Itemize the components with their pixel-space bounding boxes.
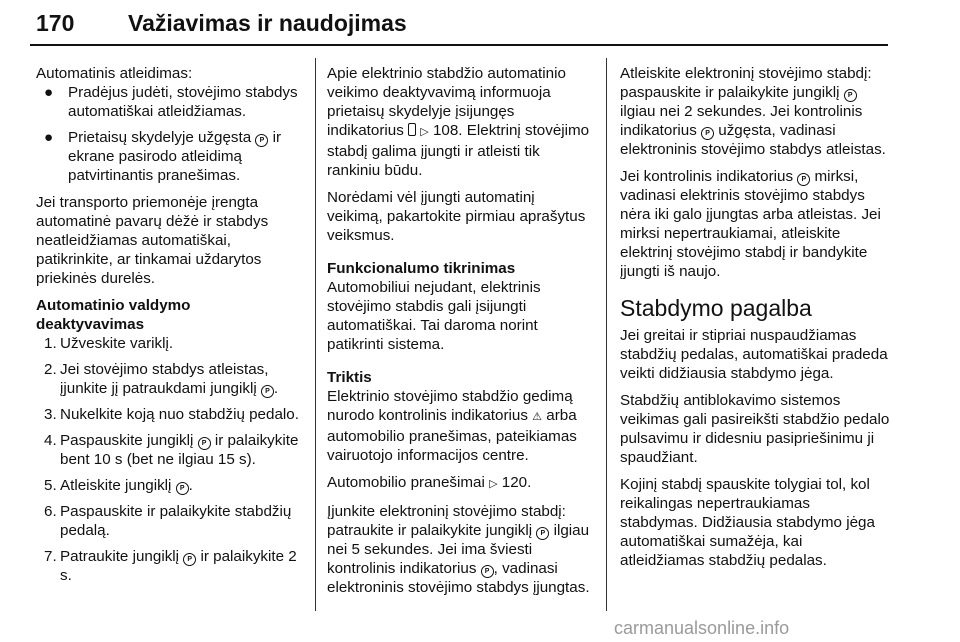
section-title: Stabdymo pagalba <box>620 295 812 321</box>
paragraph: Norėdami vėl įjungti automatinį veikimą, pakartokite pirmiau aprašytus veiksmus. <box>327 189 586 244</box>
paragraph: Automobiliui nejudant, elektrinis stovėjimo stabdis gali įsijungti automatiškai. Tai daroma norint patikrinti sistema. <box>327 279 541 353</box>
list-item: 3. Nukelkite koją nuo stabdžių pedalo. <box>44 406 299 423</box>
parking-brake-icon: P <box>261 385 274 398</box>
steps-list <box>36 334 300 585</box>
parking-brake-icon: P <box>701 127 714 140</box>
page-number: 170 <box>36 10 75 36</box>
paragraph: Atleiskite elektroninį stovėjimo stabdį: paspauskite ir palaikykite jungiklį P ilgiau nei 2 sekundes. Jei kontrolinis indikatorius P užgęsta, vadinasi elektroninis stovėjimo stabdys atleistas. <box>620 65 886 158</box>
list-item: ● Pradėjus judėti, stovėjimo stabdys automatiškai atleidžiamas. <box>44 84 298 120</box>
parking-brake-icon: P <box>481 565 494 578</box>
paragraph: Automobilio pranešimai ▷ 120. <box>327 474 532 491</box>
parking-brake-icon: P <box>176 482 189 495</box>
parking-brake-icon: P <box>844 89 857 102</box>
parking-brake-icon: P <box>198 437 211 450</box>
parking-brake-icon: P <box>183 553 196 566</box>
column-divider-2 <box>606 58 607 611</box>
list-item: 6. Paspauskite ir palaikykite stabdžių pedalą. <box>44 503 292 539</box>
paragraph: Įjunkite elektroninį stovėjimo stabdį: patraukite ir palaikykite jungiklį P ilgiau nei 5 sekundes. Jei ima šviesti kontrolinis indikatorius P , vadinasi elektroninis stovėjimo stabdys įjungtas. <box>327 503 590 596</box>
indicator-icon <box>408 123 416 136</box>
page-title: Važiavimas ir naudojimas <box>128 10 407 36</box>
paragraph: Apie elektrinio stabdžio automatinio veikimo deaktyvavimą informuoja prietaisų skydelyje įsijungęs indikatorius ▷ 108. Elektrinį stovėjimo stabdį galima įjungti ir atleisti tik rankiniu būdu. <box>327 65 590 179</box>
list-item: 5. Atleiskite jungiklį P . <box>44 477 193 494</box>
column-2 <box>327 64 593 605</box>
fault-indicator-icon: ⚠ <box>532 411 543 423</box>
paragraph: Jei greitai ir stipriai nuspaudžiamas stabdžių pedalas, automatiškai pradeda veikti didžiausia stabdymo jėga. <box>620 327 888 382</box>
paragraph: Elektrinio stovėjimo stabdžio gedimą nurodo kontrolinis indikatorius ⚠ arba automobilio pranešimas, pateikiamas vairuotojo informacijos centre. <box>327 388 577 464</box>
paragraph: Stabdžių antiblokavimo sistemos veikimas gali pasireikšti stabdžio pedalo pulsavimu ir didesniu pasipriešinimu ji spaudžiant. <box>620 392 890 466</box>
subheading: Automatinio valdymo deaktyvavimas <box>36 297 191 333</box>
page-ref-arrow-icon: ▷ <box>420 126 429 138</box>
bullet-list <box>36 83 300 185</box>
column-divider-1 <box>315 58 316 611</box>
list-item: 2. Jei stovėjimo stabdys atleistas, įjunkite jį patraukdami jungiklį P . <box>44 361 279 397</box>
page-header <box>30 8 888 48</box>
list-item: 1. Užveskite variklį. <box>44 335 174 352</box>
section-heading: Automatinis atleidimas: <box>36 65 193 82</box>
paragraph: Jei transporto priemonėje įrengta automatinė pavarų dėžė ir stabdys neatleidžiamas automatiškai, patikrinkite, ar tinkamai uždarytos priekinės durelės. <box>36 194 269 287</box>
list-item: 4. Paspauskite jungiklį P ir palaikykite bent 10 s (bet ne ilgiau 15 s). <box>44 432 299 468</box>
subheading: Triktis <box>327 369 372 386</box>
list-item: ● Prietaisų skydelyje užgęsta P ir ekrane pasirodo atleidimą patvirtinantis pranešimas. <box>44 129 282 184</box>
subheading: Funkcionalumo tikrinimas <box>327 260 516 277</box>
column-1 <box>36 64 300 593</box>
paragraph: Kojinį stabdį spauskite tolygiai tol, kol reikalingas nepertraukiamas stabdymas. Didžiausia stabdymo jėga automatiškai sumažėja, kai atleidžiamas stabdžių pedalas. <box>620 476 875 569</box>
column-3 <box>620 64 890 578</box>
page-ref-arrow-icon: ▷ <box>489 478 498 490</box>
watermark: carmanualsonline.info <box>614 618 790 638</box>
list-item: 7. Patraukite jungiklį P ir palaikykite 2 s. <box>44 548 297 584</box>
parking-brake-icon: P <box>536 527 549 540</box>
paragraph: Jei kontrolinis indikatorius P mirksi, vadinasi elektrinis stovėjimo stabdys nėra iki galo įjungtas arba atleistas. Jei mirksi nepertraukiamai, atleiskite elektrinį stovėjimo stabdį ir bandykite įjungti iš naujo. <box>620 168 881 280</box>
parking-brake-icon: P <box>255 134 268 147</box>
parking-brake-icon: P <box>797 173 810 186</box>
header-rule <box>30 44 888 46</box>
